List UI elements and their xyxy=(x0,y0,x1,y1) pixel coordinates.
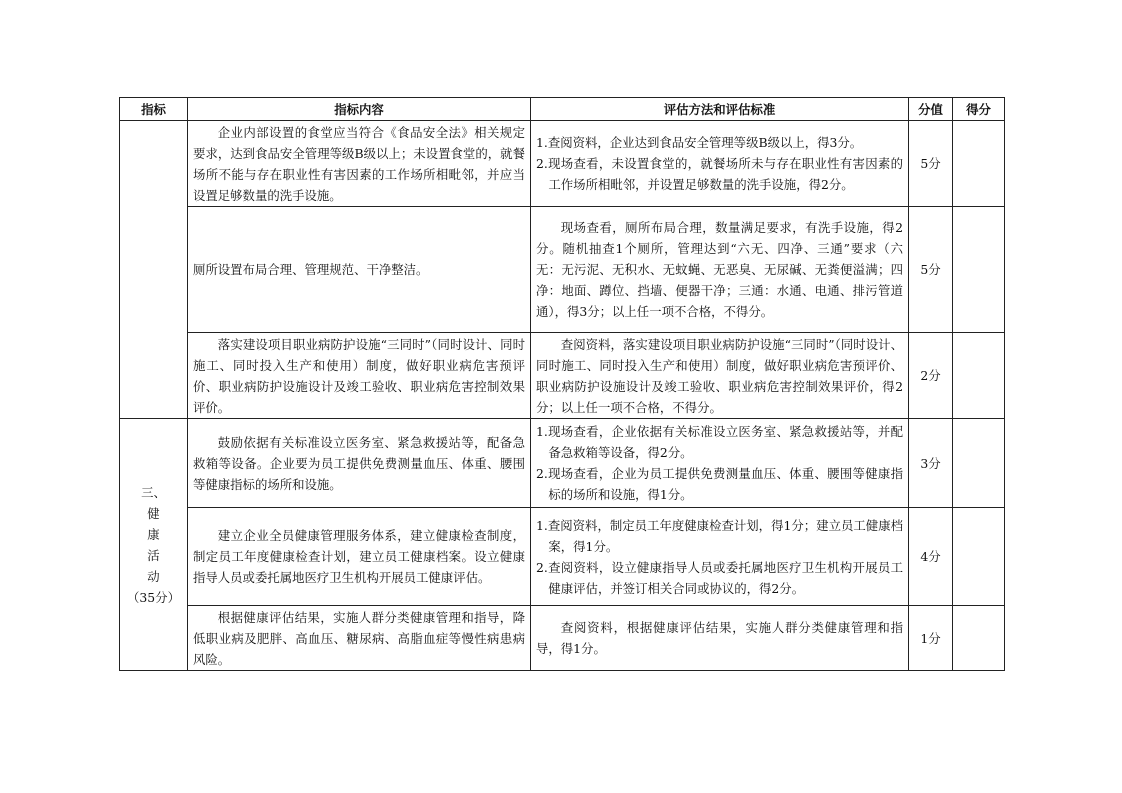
header-got: 得分 xyxy=(953,98,1005,121)
evaluation-method xyxy=(531,207,909,333)
header-row xyxy=(120,98,1005,121)
evaluation-method xyxy=(531,333,909,419)
score-value: 1分 xyxy=(909,606,953,671)
indicator-content: 根据健康评估结果，实施人群分类健康管理和指导，降低职业病及肥胖、高血压、糖尿病、高脂血症等慢性病患病风险。 xyxy=(188,606,531,671)
score-value: 5分 xyxy=(909,121,953,207)
method-item: 2.查阅资料，设立健康指导人员或委托属地医疗卫生机构开展员工健康评估，并签订相关合同或协议的，得2分。 xyxy=(536,559,903,596)
score-obtained xyxy=(953,419,1005,508)
method-item: 1.查阅资料，企业达到食品安全管理等级B级以上，得3分。 xyxy=(536,135,863,150)
table-row xyxy=(120,606,1005,671)
score-value: 5分 xyxy=(909,207,953,333)
indicator-content: 落实建设项目职业病防护设施“三同时”（同时设计、同时施工、同时投入生产和使用）制度，做好职业病危害预评价、职业病防护设施设计及竣工验收、职业病危害控制效果评价。 xyxy=(188,333,531,419)
score-obtained xyxy=(953,121,1005,207)
evaluation-method xyxy=(531,606,909,671)
evaluation-method xyxy=(531,508,909,606)
header-method: 评估方法和评估标准 xyxy=(531,98,909,121)
evaluation-table xyxy=(119,97,1005,671)
category-cell-empty xyxy=(120,121,188,419)
method-item: 1.查阅资料，制定员工年度健康检查计划，得1分；建立员工健康档案，得1分。 xyxy=(536,517,903,554)
indicator-content: 建立企业全员健康管理服务体系，建立健康检查制度，制定员工年度健康检查计划，建立员工健康档案。设立健康指导人员或委托属地医疗卫生机构开展员工健康评估。 xyxy=(188,508,531,606)
indicator-content: 鼓励依据有关标准设立医务室、紧急救援站等，配备急救箱等设备。企业要为员工提供免费测量血压、体重、腰围等健康指标的场所和设施。 xyxy=(188,419,531,508)
score-obtained xyxy=(953,207,1005,333)
table-row xyxy=(120,207,1005,333)
method-item: 2.现场查看，未设置食堂的，就餐场所未与存在职业性有害因素的工作场所相毗邻，并设置足够数量的洗手设施，得2分。 xyxy=(536,156,903,192)
score-obtained xyxy=(953,508,1005,606)
table-row xyxy=(120,333,1005,419)
method-text: 查阅资料，落实建设项目职业病防护设施“三同时”（同时设计、同时施工、同时投入生产和使用）制度，做好职业病危害预评价、职业病防护设施设计及竣工验收、职业病危害控制效果评价，得2分；以上任一项不合格，不得分。 xyxy=(536,336,903,415)
indicator-content: 企业内部设置的食堂应当符合《食品安全法》相关规定要求，达到食品安全管理等级B级以上；未设置食堂的，就餐场所不能与存在职业性有害因素的工作场所相毗邻，并应当设置足够数量的洗手设施。 xyxy=(188,121,531,207)
score-value: 4分 xyxy=(909,508,953,606)
table-row xyxy=(120,121,1005,207)
method-item: 2.现场查看，企业为员工提供免费测量血压、体重、腰围等健康指标的场所和设施，得1分。 xyxy=(536,466,903,502)
indicator-content: 厕所设置布局合理、管理规范、干净整洁。 xyxy=(188,207,531,333)
category-cell xyxy=(120,419,188,671)
method-text: 查阅资料，根据健康评估结果，实施人群分类健康管理和指导，得1分。 xyxy=(536,620,903,656)
table-row xyxy=(120,419,1005,508)
evaluation-method xyxy=(531,419,909,508)
category-name: 健康活动 xyxy=(147,505,160,584)
category-number: 三、 xyxy=(141,484,166,500)
header-score: 分值 xyxy=(909,98,953,121)
score-value: 2分 xyxy=(909,333,953,419)
header-indicator: 指标 xyxy=(120,98,188,121)
header-content: 指标内容 xyxy=(188,98,531,121)
evaluation-method xyxy=(531,121,909,207)
method-item: 1.现场查看，企业依据有关标准设立医务室、紧急救援站等，并配备急救箱等设备，得2分。 xyxy=(536,424,903,460)
score-obtained xyxy=(953,606,1005,671)
table-row xyxy=(120,508,1005,606)
score-value: 3分 xyxy=(909,419,953,508)
category-points: （35分） xyxy=(127,589,180,605)
method-text: 现场查看，厕所布局合理，数量满足要求，有洗手设施，得2分。随机抽查1个厕所，管理达到“六无、四净、三通”要求（六无：无污泥、无积水、无蚊蝇、无恶臭、无尿碱、无粪便溢满；四净：地面、蹲位、挡墙、便器干净；三通：水通、电通、排污管道通），得3分；以上任一项不合格，不得分。 xyxy=(536,220,903,319)
score-obtained xyxy=(953,333,1005,419)
